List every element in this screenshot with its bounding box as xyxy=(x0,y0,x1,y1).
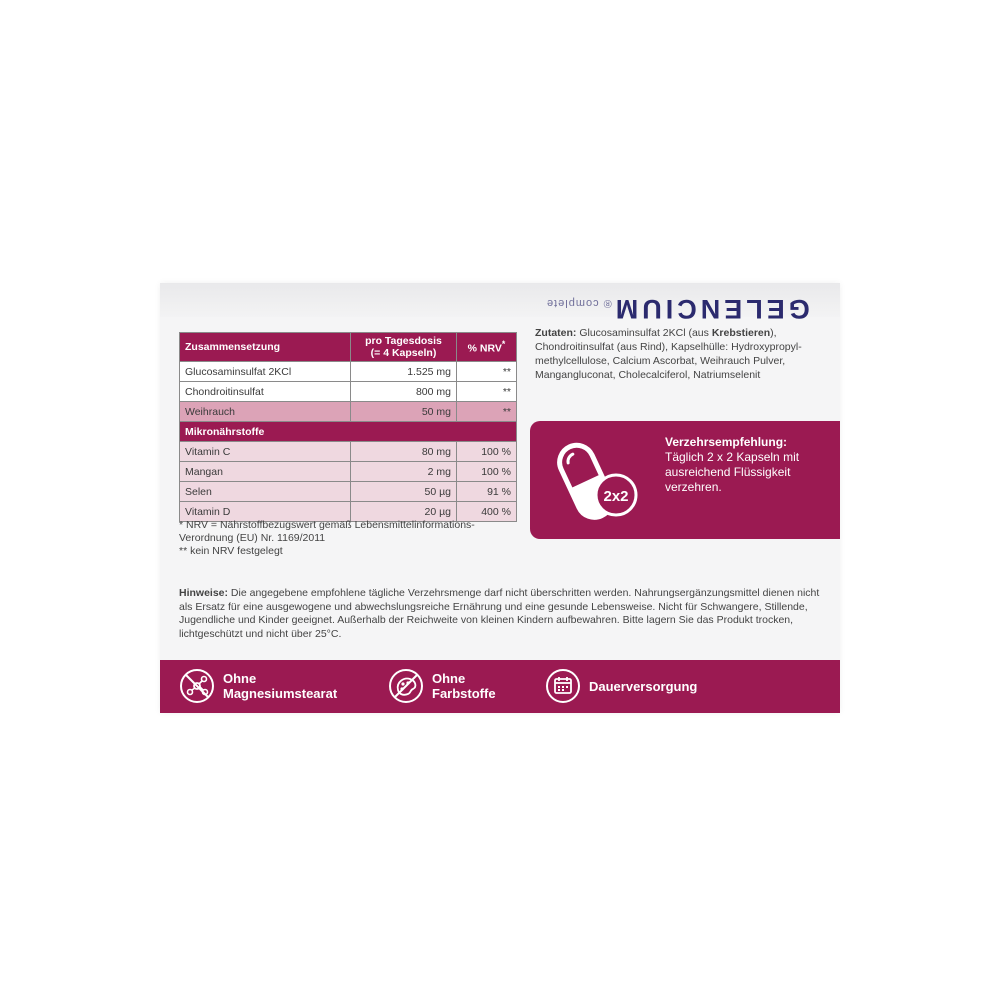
header-dose-line2: (= 4 Kapseln) xyxy=(370,347,437,359)
section-title: Mikronährstoffe xyxy=(180,422,517,442)
brand-suffix: ® complete xyxy=(546,297,612,309)
ingredients-part2: ), Chondroitinsulfat (aus Rind), Kapselhülle: Hydroxypropyl-methylcellulose, Calcium Ascorbat, Weihrauch Pulver, Mangangluconat, Cholecalciferol, Natriumselenit xyxy=(535,327,802,381)
feature-label-line2: Farbstoffe xyxy=(432,686,496,701)
product-box-back xyxy=(160,283,840,713)
feature-no-magnesium-stearate xyxy=(179,668,337,704)
header-nrv-label: % NRV xyxy=(467,342,502,355)
calendar-icon xyxy=(545,668,581,704)
header-nrv xyxy=(457,333,517,362)
row-nrv: 400 % xyxy=(457,502,517,522)
table-row xyxy=(180,482,517,502)
dose-title: Verzehrsempfehlung: xyxy=(665,435,788,449)
header-nrv-mark: * xyxy=(501,339,506,350)
feature-label xyxy=(432,671,496,701)
feature-long-term-supply xyxy=(545,668,697,704)
footnote-line: * NRV = Nährstoffbezugswert gemäß Lebensmittelinformations- xyxy=(179,519,475,531)
nutrition-table xyxy=(179,332,517,522)
row-name: Selen xyxy=(180,482,351,502)
dose-recommendation xyxy=(665,435,830,495)
dose-instructions: Täglich 2 x 2 Kapseln mit ausreichend Flüssigkeit verzehren. xyxy=(665,450,800,494)
row-nrv: ** xyxy=(457,402,517,422)
header-dose-line1: pro Tagesdosis xyxy=(365,335,442,347)
row-name: Vitamin D xyxy=(180,502,351,522)
footnote-line: ** kein NRV festgelegt xyxy=(179,545,283,557)
row-amount: 20 µg xyxy=(351,502,457,522)
feature-label xyxy=(223,671,337,701)
row-amount: 2 mg xyxy=(351,462,457,482)
row-nrv: 100 % xyxy=(457,462,517,482)
notes-label: Hinweise: xyxy=(179,587,229,599)
footnotes xyxy=(179,519,509,558)
row-name: Chondroitinsulfat xyxy=(180,382,351,402)
ingredients-part1: Glucosaminsulfat 2KCl (aus xyxy=(576,327,712,339)
table-row xyxy=(180,462,517,482)
notes-text xyxy=(179,587,824,641)
footnote-line: Verordnung (EU) Nr. 1169/2011 xyxy=(179,532,326,544)
ingredients-text xyxy=(535,326,825,382)
row-nrv: ** xyxy=(457,362,517,382)
row-nrv: 100 % xyxy=(457,442,517,462)
feature-band xyxy=(160,660,840,713)
table-row xyxy=(180,382,517,402)
row-amount: 80 mg xyxy=(351,442,457,462)
feature-label xyxy=(589,679,697,694)
brand-name: GELENCIUM xyxy=(612,294,810,324)
ingredients-label: Zutaten: xyxy=(535,327,577,339)
dose-panel xyxy=(530,421,840,539)
row-name: Weihrauch xyxy=(180,402,351,422)
no-molecule-icon xyxy=(179,668,215,704)
brand-logo-mirrored xyxy=(546,289,810,322)
row-amount: 50 µg xyxy=(351,482,457,502)
row-amount: 1.525 mg xyxy=(351,362,457,382)
dose-badge: 2x2 xyxy=(603,488,629,505)
header-name: Zusammensetzung xyxy=(180,333,351,362)
no-color-icon xyxy=(388,668,424,704)
row-name: Glucosaminsulfat 2KCl xyxy=(180,362,351,382)
notes-body: Die angegebene empfohlene tägliche Verzehrsmenge darf nicht überschritten werden. Nahrungsergänzungsmittel dienen nicht als Ersatz für eine ausgewogene und abwechslungsreiche Ernährung und eine gesunde Lebensweise. Nicht für Schwangere, Stillende, Jugendliche und Kinder geeignet. Außerhalb der Reichweite von kleinen Kindern aufbewahren. Bitte lagern Sie das Produkt trocken, lichtgeschützt und nicht über 25°C. xyxy=(179,587,820,640)
feature-label-line1: Ohne xyxy=(432,671,466,686)
table-row xyxy=(180,402,517,422)
row-amount: 800 mg xyxy=(351,382,457,402)
row-name: Mangan xyxy=(180,462,351,482)
capsule-icon xyxy=(548,435,648,525)
feature-label-line1: Dauerversorgung xyxy=(589,678,698,694)
table-section-row xyxy=(180,422,517,442)
row-nrv: ** xyxy=(457,382,517,402)
row-nrv: 91 % xyxy=(457,482,517,502)
row-name: Vitamin C xyxy=(180,442,351,462)
feature-no-colorants xyxy=(388,668,496,704)
table-row xyxy=(180,442,517,462)
feature-label-line2: Magnesiumstearat xyxy=(223,686,338,701)
table-row xyxy=(180,362,517,382)
ingredients-allergen: Krebstieren xyxy=(711,327,771,339)
box-top-flap xyxy=(160,283,840,324)
feature-label-line1: Ohne xyxy=(223,671,257,686)
header-dose xyxy=(351,333,457,362)
row-amount: 50 mg xyxy=(351,402,457,422)
